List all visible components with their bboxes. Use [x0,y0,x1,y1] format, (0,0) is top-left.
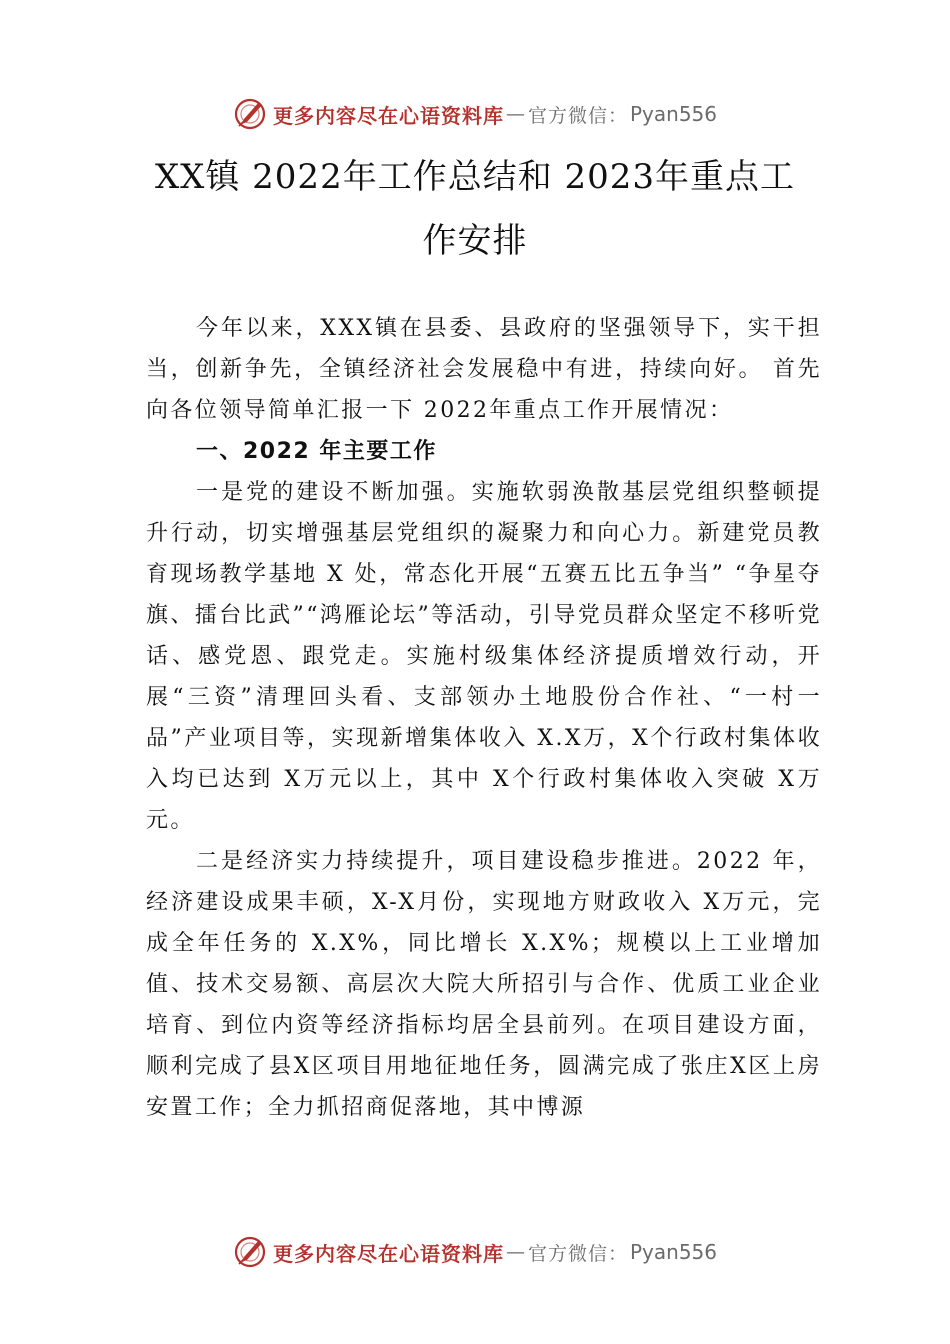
document-body [146,308,822,1128]
document-title-line2: 作安排 [422,221,528,261]
quill-logo-icon [233,1235,267,1269]
banner-wechat-label: 官方微信： [527,104,628,127]
paragraph-intro: 今年以来，XXX镇在县委、县政府的坚强领导下，实干担当，创新争先，全镇经济社会发展稳中有进，持续向好。 首先向各位领导简单汇报一下 2022年重点工作开展情况： [146,316,822,423]
banner-wechat-label: 官方微信： [527,1242,628,1265]
banner-text: 更多内容尽在心语资料库 [272,103,504,128]
banner-dash: — [505,103,526,125]
paragraph-economy: 二是经济实力持续提升，项目建设稳步推进。2022 年，经济建设成果丰硕，X-X月份，实现地方财政收入 X万元，完成全年任务的 X.X%，同比增长 X.X%；规模以上工业增加值、技术交易额、高层次大院大所招引与合作、优质工业企业培育、到位内资等经济指标均居全县前列。在项目建设方面，顺利完成了县X区项目用地征地任务，圆满完成了张庄X区上房安置工作；全力抓招商促落地，其中博源 [146,849,822,1120]
banner-wechat-id: Pyan556 [630,1240,718,1264]
banner-wechat-id: Pyan556 [630,102,718,126]
banner-dash: — [505,1241,526,1263]
footer-banner [0,1232,950,1272]
quill-logo-icon [233,97,267,131]
paragraph-party-building: 一是党的建设不断加强。实施软弱涣散基层党组织整顿提升行动，切实增强基层党组织的凝聚力和向心力。新建党员教育现场教学基地 X 处，常态化开展“五赛五比五争当” “争星夺旗、擂台比武”“鸿雁论坛”等活动，引导党员群众坚定不移听党话、感党恩、跟党走。实施村级集体经济提质增效行动，开展“三资”清理回头看、支部领办土地股份合作社、“一村一品”产业项目等，实现新增集体收入 X.X万，X个行政村集体收入均已达到 X万元以上，其中 X个行政村集体收入突破 X万元。 [146,480,822,833]
header-banner [0,94,950,134]
section-heading: 一、2022 年主要工作 [196,439,437,464]
document-title-line1: XX镇 2022年工作总结和 2023年重点工 [154,157,796,197]
banner-text: 更多内容尽在心语资料库 [272,1241,504,1266]
